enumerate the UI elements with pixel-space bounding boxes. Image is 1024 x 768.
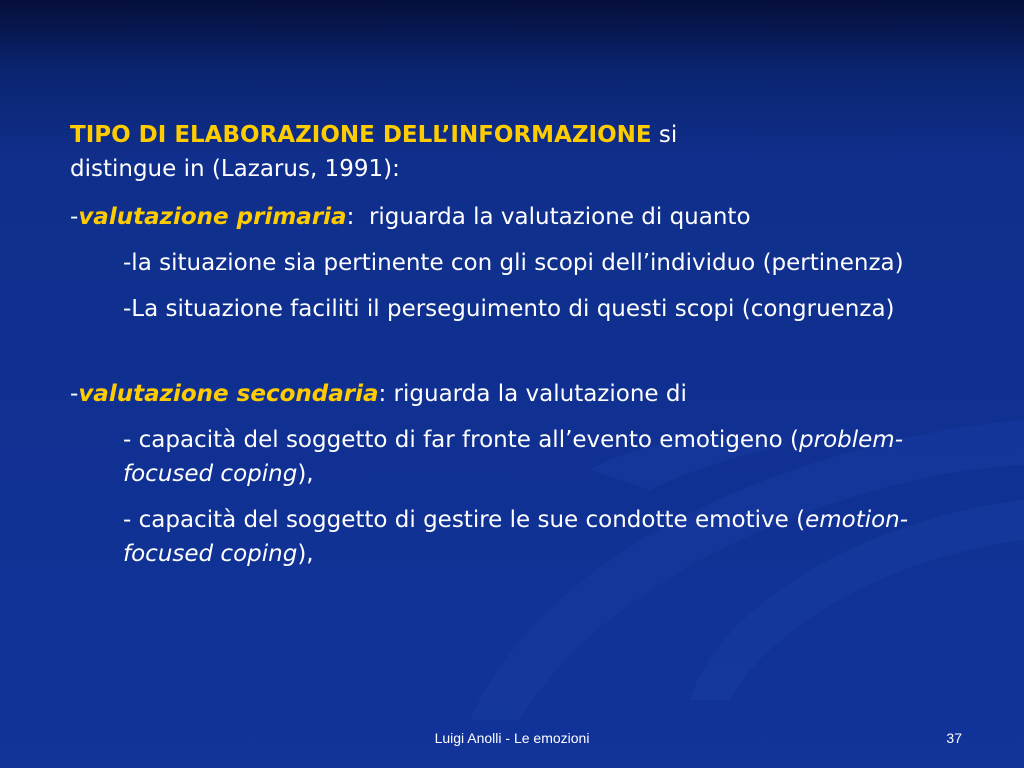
footer-author: Luigi Anolli - Le emozioni (434, 730, 590, 746)
primary-term: valutazione primaria (78, 204, 347, 230)
secondary-item-emotion (70, 503, 970, 571)
intro-heading: TIPO DI ELABORAZIONE DELL’INFORMAZIONE (70, 122, 652, 148)
secondary-paragraph (70, 377, 970, 411)
primary-paragraph (70, 200, 970, 234)
primary-item-congruenza: -La situazione faciliti il perseguimento di questi scopi (congruenza) (123, 296, 895, 322)
primary-colon: : (346, 204, 355, 230)
secondary-item-italic: emotion-focused coping (123, 507, 909, 567)
secondary-item-prefix: - capacità del soggetto di gestire le sue condotte emotive ( (123, 507, 806, 533)
slide-body (70, 118, 970, 583)
primary-text: riguarda la valutazione di quanto (354, 204, 751, 230)
page-number: 37 (946, 730, 962, 746)
secondary-item-prefix: - capacità del soggetto di far fronte all’evento emotigeno ( (123, 427, 800, 453)
secondary-item-problem (70, 423, 970, 491)
secondary-term: valutazione secondaria (78, 381, 379, 407)
primary-item-pertinenza: -la situazione sia pertinente con gli scopi dell’individuo (pertinenza) (123, 250, 904, 276)
secondary-colon: : (378, 381, 387, 407)
secondary-text: riguarda la valutazione di (386, 381, 687, 407)
spacer (70, 338, 970, 377)
intro-heading-suffix: si (651, 122, 678, 148)
primary-dash: - (70, 204, 79, 230)
secondary-item-suffix: ), (297, 541, 314, 567)
secondary-item-italic: problem-focused coping (123, 427, 903, 487)
secondary-dash: - (70, 381, 79, 407)
intro-paragraph (70, 118, 970, 186)
secondary-item-suffix: ), (297, 461, 314, 487)
intro-line2: distingue in (Lazarus, 1991): (70, 156, 400, 182)
